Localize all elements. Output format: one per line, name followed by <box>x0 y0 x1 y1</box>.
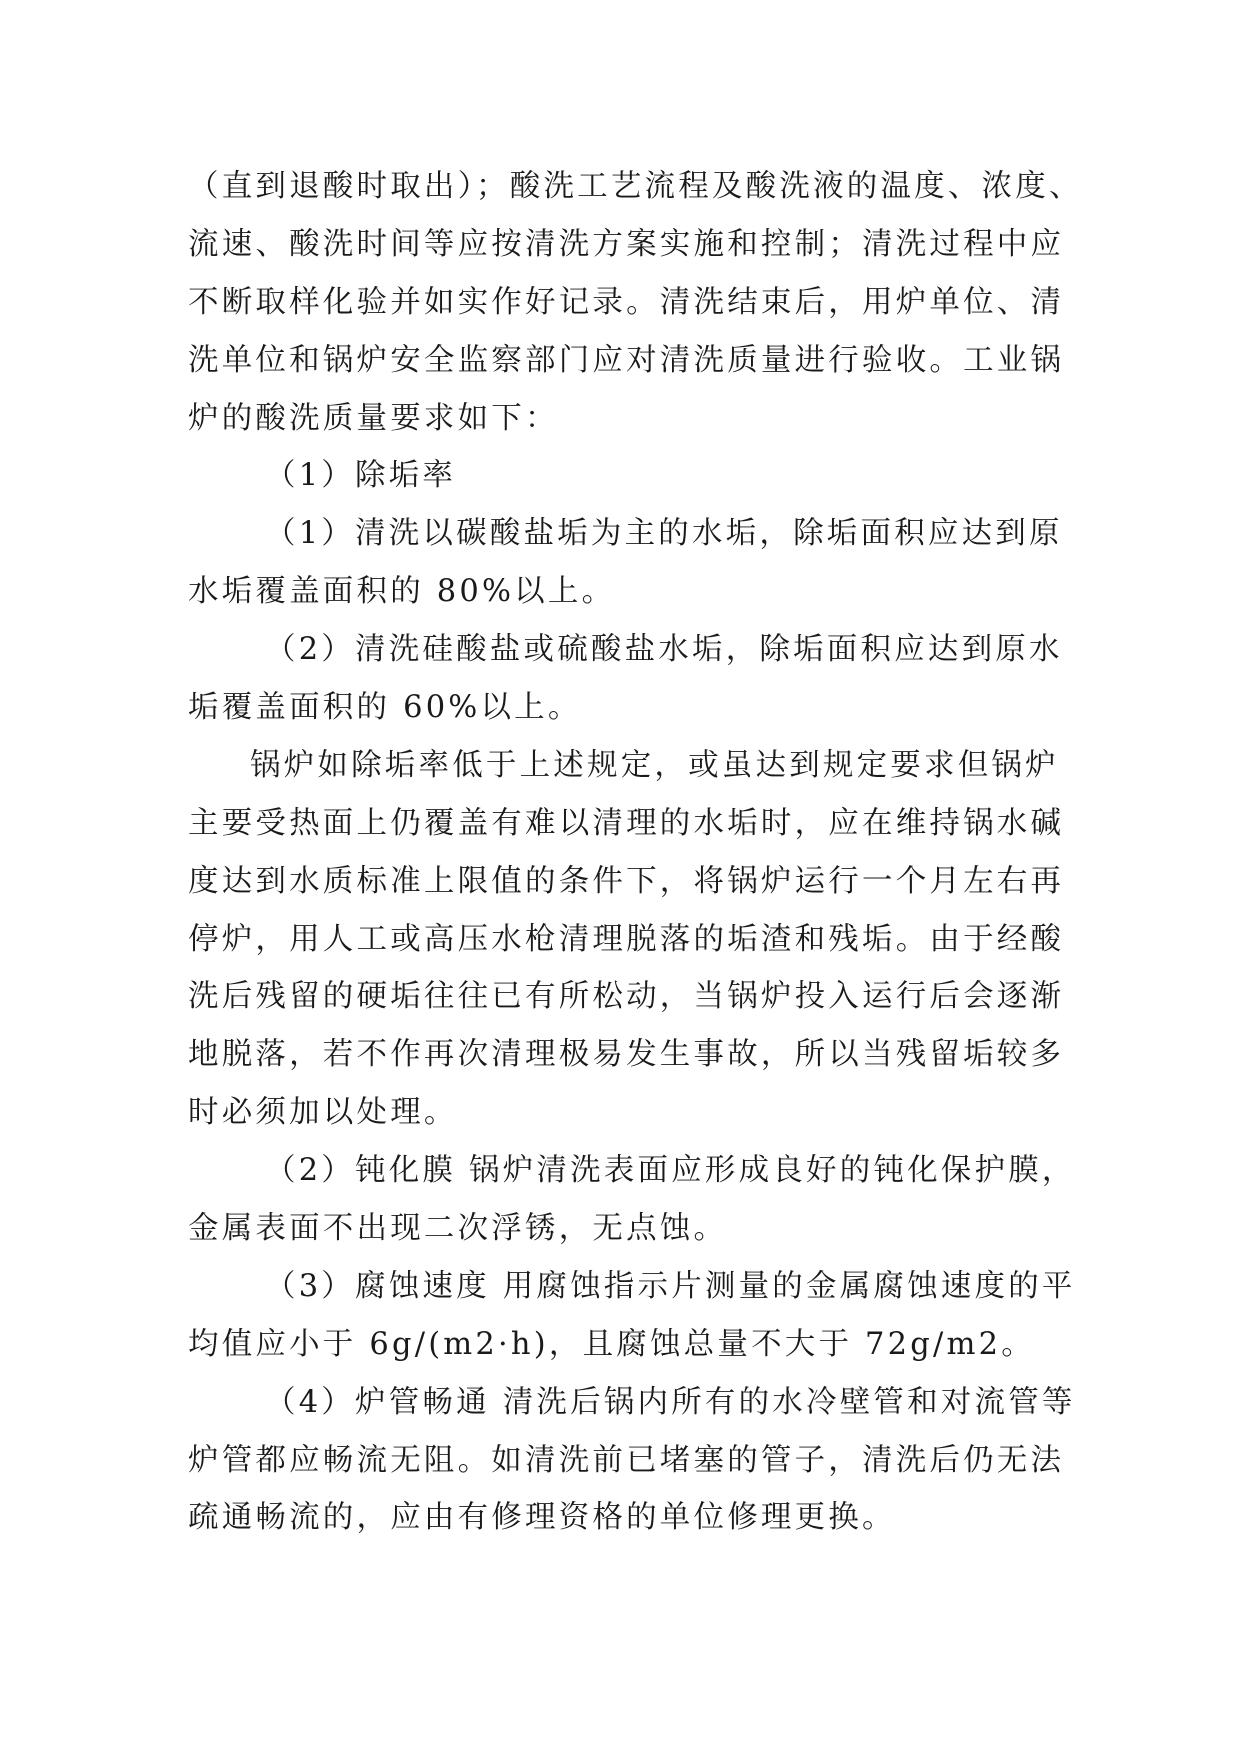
text-line: （直到退酸时取出）；酸洗工艺流程及酸洗液的温度、浓度、 <box>188 169 1083 204</box>
text-line: （4）炉管畅通 清洗后锅内所有的水冷壁管和对流管等 <box>265 1384 1076 1420</box>
text-line: （3）腐蚀速度 用腐蚀指示片测量的金属腐蚀速度的平 <box>265 1268 1076 1304</box>
text-line: 不断取样化验并如实作好记录。清洗结束后，用炉单位、清 <box>188 284 1065 320</box>
text-line: 洗单位和锅炉安全监察部门应对清洗质量进行验收。工业锅 <box>188 342 1065 378</box>
text-line: 均值应小于 6g/(m2·h)，且腐蚀总量不大于 72g/m2。 <box>188 1326 1035 1362</box>
text-line: （2）钝化膜 锅炉清洗表面应形成良好的钝化保护膜， <box>265 1153 1076 1189</box>
text-line: 洗后残留的硬垢往往已有所松动，当锅炉投入运行后会逐渐 <box>188 979 1065 1015</box>
text-line: 地脱落，若不作再次清理极易发生事故，所以当残留垢较多 <box>188 1037 1065 1073</box>
text-line: 水垢覆盖面积的 80%以上。 <box>188 574 616 610</box>
text-line: （2）清洗硅酸盐或硫酸盐水垢，除垢面积应达到原水 <box>265 632 1063 668</box>
body-text <box>188 158 1083 1547</box>
text-line: 炉的酸洗质量要求如下： <box>188 400 559 436</box>
text-line: 垢覆盖面积的 60%以上。 <box>188 690 582 726</box>
text-line: 锅炉如除垢率低于上述规定，或虽达到规定要求但锅炉 <box>250 747 1059 783</box>
text-line: 金属表面不出现二次浮锈，无点蚀。 <box>188 1211 728 1247</box>
text-line: （1）清洗以碳酸盐垢为主的水垢，除垢面积应达到原 <box>265 516 1063 552</box>
text-line: 度达到水质标准上限值的条件下，将锅炉运行一个月左右再 <box>188 863 1065 899</box>
text-line: 时必须加以处理。 <box>188 1095 458 1131</box>
text-line: 停炉，用人工或高压水枪清理脱落的垢渣和残垢。由于经酸 <box>188 921 1065 957</box>
text-line: 疏通畅流的，应由有修理资格的单位修理更换。 <box>188 1500 896 1536</box>
text-line: 流速、酸洗时间等应按清洗方案实施和控制；清洗过程中应 <box>188 226 1065 262</box>
section-heading: （1）除垢率 <box>265 458 457 494</box>
text-line: 主要受热面上仍覆盖有难以清理的水垢时，应在维持锅水碱 <box>188 805 1065 841</box>
text-line: 炉管都应畅流无阻。如清洗前已堵塞的管子，清洗后仍无法 <box>188 1442 1065 1478</box>
